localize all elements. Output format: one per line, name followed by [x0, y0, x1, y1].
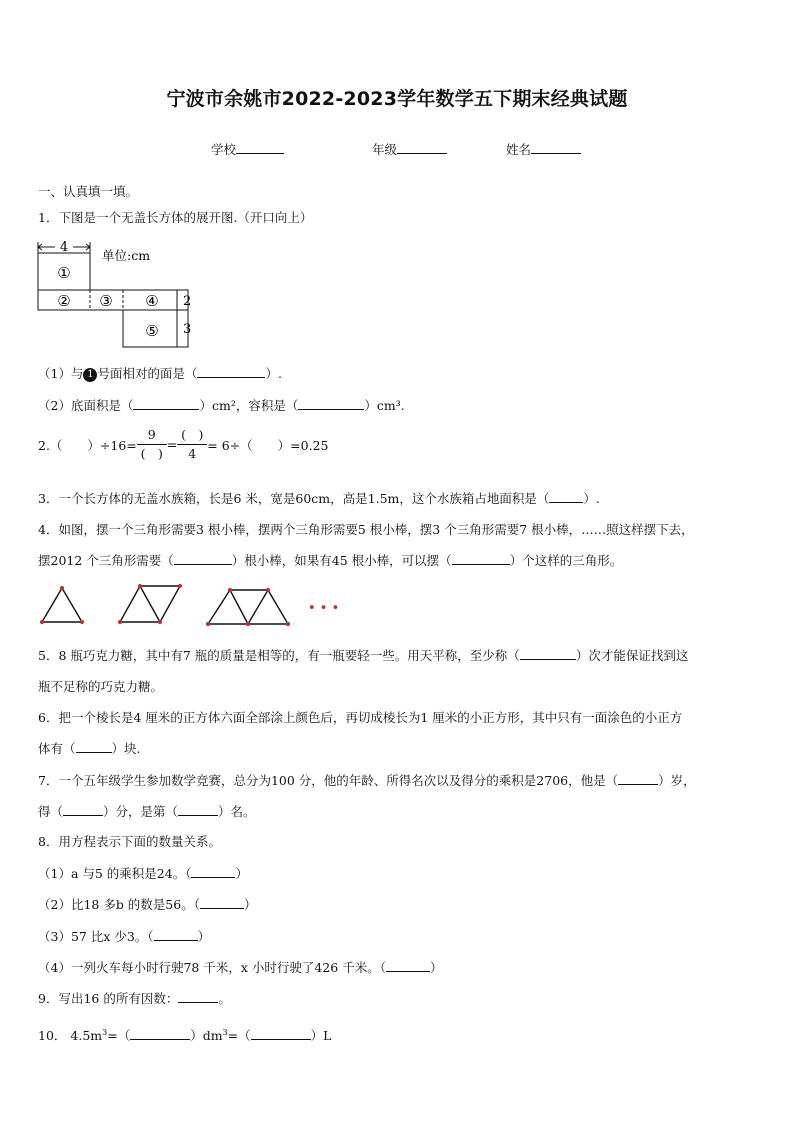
q2-text2: = 6÷（ ）=0.25: [207, 437, 329, 453]
triangle-triple: [208, 590, 288, 624]
q10-text3: ）dm: [190, 1028, 223, 1043]
face-1-label: ①: [57, 264, 71, 282]
answer-blank[interactable]: [618, 772, 658, 785]
q6-line1: 6．把一个棱长是4 厘米的正方体六面全部涂上颜色后，再切成棱长为1 厘米的小正方形，其中只有一面涂色的小正方: [38, 710, 683, 725]
q1-sub1-text2: 号面相对的面是（: [97, 366, 198, 381]
q8-sub1-text: （1）a 与5 的乘积是24。（: [38, 866, 192, 881]
q10-end: ）L: [310, 1028, 332, 1043]
answer-blank[interactable]: [63, 803, 103, 816]
answer-blank[interactable]: [133, 397, 199, 410]
circle-one-marker: 1: [83, 368, 97, 382]
answer-blank[interactable]: [200, 896, 244, 909]
q8-sub1-end: ）: [235, 866, 248, 881]
q8-sub2: [38, 895, 256, 913]
q8-sub3-end: ）: [197, 929, 211, 944]
answer-blank[interactable]: [386, 959, 430, 972]
answer-blank[interactable]: [452, 552, 510, 565]
unit-label: 单位:cm: [102, 248, 151, 263]
q8-sub4-end: ）: [429, 960, 443, 975]
q4-line2: [38, 551, 622, 569]
q9-end: 。: [218, 991, 231, 1006]
page-title: 宁波市余姚市2022-2023学年数学五下期末经典试题: [166, 88, 628, 110]
q8-sub2-end: ）: [243, 897, 257, 912]
fraction-over-4: [177, 427, 207, 462]
face-3-label: ③: [99, 292, 113, 310]
q9: [38, 989, 231, 1007]
q4-text3: ）个这样的三角形。: [509, 553, 623, 568]
q1-sub1: [38, 364, 282, 382]
triangle-pattern-figure: [36, 582, 346, 630]
q7-line1: [38, 771, 696, 789]
answer-blank[interactable]: [130, 1027, 190, 1040]
q7-text2: ）岁，: [658, 773, 696, 788]
grade-blank[interactable]: [397, 141, 447, 154]
fraction-numerator: 9: [147, 427, 156, 442]
q1-sub2: [38, 396, 405, 414]
q5-text: 5．8 瓶巧克力糖，其中有7 瓶的质量是相等的，有一瓶要轻一些。用天平称，至少称（: [38, 648, 520, 663]
q6-line2: [38, 739, 141, 757]
q2: [38, 427, 328, 462]
q4-text2: ）根小棒，如果有45 根小棒，可以摆（: [231, 553, 452, 568]
answer-blank[interactable]: [549, 490, 583, 503]
fraction-bar: [177, 444, 207, 445]
answer-blank[interactable]: [178, 990, 218, 1003]
grade-field: [372, 140, 447, 158]
q8-sub3-text: （3）57 比x 少3。（: [38, 929, 154, 944]
q3-text: 3．一个长方体的无盖水族箱，长是6 米，宽是60cm，高是1.5m，这个水族箱占地面积是（: [38, 491, 550, 506]
q3-end: ）.: [583, 491, 600, 506]
fraction-denominator: 4: [188, 446, 197, 461]
q7-end: ）名。: [218, 804, 256, 819]
q8-sub3: [38, 927, 210, 945]
q7-text3: 得（: [38, 804, 64, 819]
q8-sub1: [38, 864, 248, 882]
answer-blank[interactable]: [76, 740, 112, 753]
dim-2-label: 2: [183, 294, 192, 309]
q8-sub4-text: （4）一列火车每小时行驶78 千米，x 小时行驶了426 千米。（: [38, 960, 386, 975]
q10-text4: =（: [227, 1028, 251, 1043]
name-blank[interactable]: [531, 141, 581, 154]
answer-blank[interactable]: [154, 928, 198, 941]
school-label: 学校: [211, 142, 237, 157]
school-blank[interactable]: [236, 141, 284, 154]
face-4-label: ④: [145, 292, 159, 310]
q10-number: 10．: [38, 1028, 67, 1043]
name-field: [506, 140, 581, 158]
q4-line1: 4．如图，摆一个三角形需要3 根小棒，摆两个三角形需要5 根小棒，摆3 个三角形需要7 根小棒，……照这样摆下去，: [38, 522, 694, 537]
top-dim-label: 4: [59, 240, 69, 255]
grade-label: 年级: [372, 142, 398, 157]
answer-blank[interactable]: [298, 397, 364, 410]
q10-text2: =（: [107, 1028, 131, 1043]
q1-sub2-text3: ）cm³.: [364, 398, 405, 413]
dim-3-label: 3: [183, 322, 192, 337]
continuation-dots: • • •: [308, 601, 340, 616]
fraction-bar: [137, 444, 167, 445]
q1-sub2-text2: ）cm²，容积是（: [199, 398, 299, 413]
q1-sub1-text: （1）与: [38, 366, 84, 381]
q7-text4: ）分，是第（: [103, 804, 179, 819]
name-label: 姓名: [506, 142, 532, 157]
answer-blank[interactable]: [191, 865, 235, 878]
q10: [38, 1026, 331, 1044]
q1-stem: 1．下图是一个无盖长方体的展开图.（开口向上）: [38, 210, 313, 225]
equals-sign: =: [166, 437, 178, 452]
school-field: [211, 140, 284, 158]
q1-sub1-end: ）.: [265, 366, 282, 381]
q3: [38, 489, 600, 507]
triangle-1: [42, 588, 82, 622]
q2-text: 2.（ ）÷16=: [38, 437, 137, 453]
section-heading: 一、认真填一填。: [38, 184, 139, 199]
answer-blank[interactable]: [520, 647, 576, 660]
q8-stem: 8．用方程表示下面的数量关系。: [38, 834, 221, 849]
q10-text: 4.5m: [70, 1028, 103, 1043]
q6-text: 体有（: [38, 741, 76, 756]
answer-blank[interactable]: [197, 365, 265, 378]
fraction-9: [137, 427, 167, 462]
q6-end: ）块.: [111, 741, 141, 756]
q7-text: 7．一个五年级学生参加数学竞赛，总分为100 分，他的年龄、所得名次以及得分的乘积是2706，他是（: [38, 773, 619, 788]
q1-sub2-text: （2）底面积是（: [38, 398, 134, 413]
q8-sub2-text: （2）比18 多b 的数是56。（: [38, 897, 200, 912]
q7-line2: [38, 802, 256, 820]
cuboid-net-diagram: [34, 238, 194, 350]
answer-blank[interactable]: [174, 552, 232, 565]
superscript: 3: [102, 1027, 108, 1037]
q5-text2: ）次才能保证找到这: [575, 648, 689, 663]
answer-blank[interactable]: [251, 1027, 311, 1040]
face-5-label: ⑤: [145, 322, 159, 340]
fraction-denominator[interactable]: ( ): [140, 446, 163, 461]
face-2-label: ②: [57, 292, 71, 310]
superscript: 3: [222, 1027, 228, 1037]
q4-text: 摆2012 个三角形需要（: [38, 553, 174, 568]
answer-blank[interactable]: [178, 803, 218, 816]
q9-text: 9．写出16 的所有因数：: [38, 991, 179, 1006]
fraction-numerator[interactable]: ( ): [181, 427, 204, 442]
q5-line1: [38, 646, 688, 664]
q5-line2: 瓶不足称的巧克力糖。: [38, 679, 164, 694]
q8-sub4: [38, 958, 442, 976]
